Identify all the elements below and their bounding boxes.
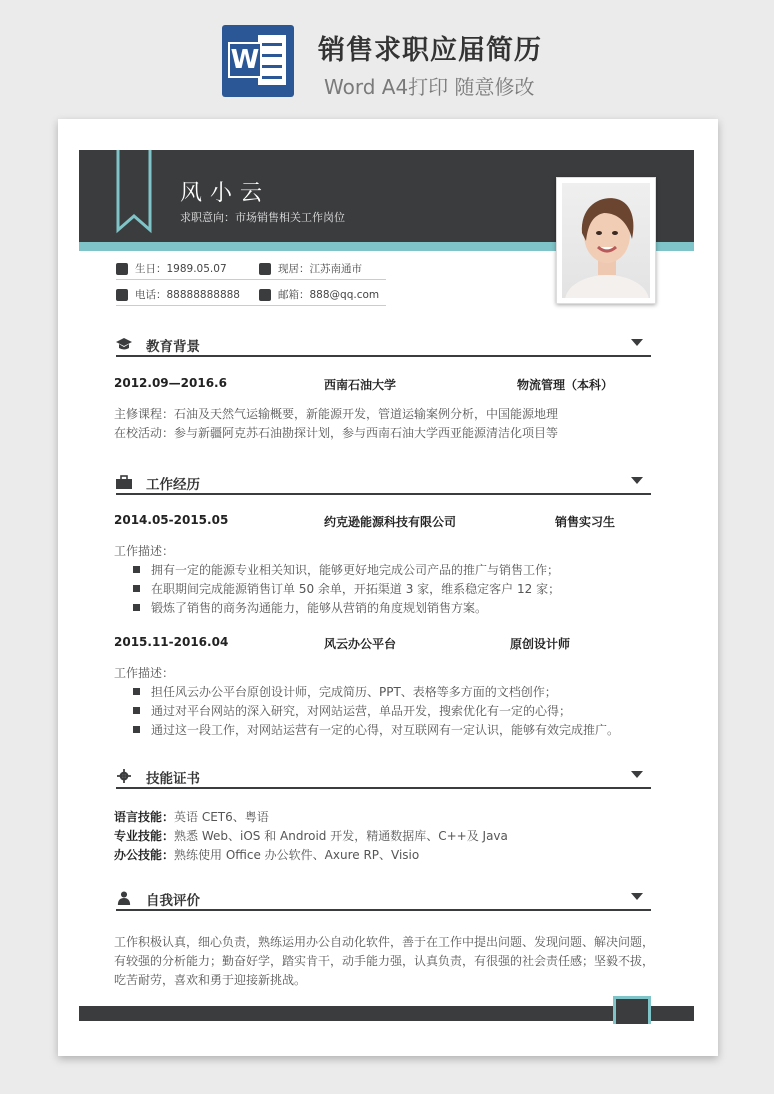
list-item: 通过这一段工作，对网站运营有一定的心得，对互联网有一定认识，能够有效完成推广。 [133,721,619,738]
phone-info [116,287,240,302]
job-company: 风云办公平台 [324,637,397,651]
job-role: 销售实习生 [555,515,616,529]
skill-professional: 专业技能：熟悉 Web、iOS 和 Android 开发，精通数据库、C++及 Java [114,829,508,843]
section-title: 教育背景 [146,339,200,355]
word-logo-letter: W [228,42,262,78]
birth-info [116,261,227,276]
skill-language: 语言技能：英语 CET6、粤语 [114,810,269,824]
edu-activities: 在校活动：参与新疆阿克苏石油勘探计划，参与西南石油大学西亚能源清洁化项目等 [114,426,559,440]
section-title: 技能证书 [146,771,200,787]
list-item: 担任风云办公平台原创设计师，完成简历、PPT、表格等多方面的文档创作； [133,683,557,700]
section-skills [116,767,651,789]
word-icon [222,25,294,97]
profile-photo [556,177,656,304]
edu-major: 物流管理（本科） [517,378,614,392]
list-item: 通过对平台网站的深入研究，对网站运营，单品开发，搜索优化有一定的心得； [133,702,571,719]
bookmark-ribbon-icon [116,150,152,235]
self-eval-line: 有较强的分析能力；勤奋好学，踏实肯干，动手能力强，认真负责，有很强的社会责任感；坚毅不拔， [114,954,655,968]
footer-accent-box [613,996,651,1024]
banner-subtitle: Word A4打印 随意修改 [324,75,535,99]
edu-period: 2012.09—2016.6 [114,376,227,390]
resume-page [58,119,718,1056]
job-period: 2014.05-2015.05 [114,513,229,527]
residence-text: 现居：江苏南通市 [278,263,362,275]
resume-footer-bar [79,1006,694,1021]
job-period: 2015.11-2016.04 [114,635,229,649]
section-education [116,335,651,357]
chevron-down-icon [631,771,643,778]
residence-info [259,261,362,276]
phone-icon [116,289,128,301]
briefcase-icon [259,263,271,275]
job-desc-label: 工作描述： [114,666,175,680]
chevron-down-icon [631,477,643,484]
mail-icon [259,289,271,301]
skill-office: 办公技能：熟练使用 Office 办公软件、Axure RP、Visio [114,848,420,862]
self-eval-line: 工作积极认真，细心负责，熟练运用办公自动化软件，善于在工作中提出问题、发现问题、解决问题， [114,935,655,949]
job-desc-label: 工作描述： [114,544,175,558]
section-title: 工作经历 [146,477,200,493]
edu-school: 西南石油大学 [324,378,397,392]
candidate-name: 风小云 [180,181,271,206]
chevron-down-icon [631,893,643,900]
job-intent: 求职意向：市场销售相关工作岗位 [180,211,345,224]
list-item: 拥有一定的能源专业相关知识，能够更好地完成公司产品的推广与销售工作； [133,561,559,578]
info-divider [116,305,386,306]
section-title: 自我评价 [146,893,200,909]
promo-banner [0,0,774,112]
email-info [259,287,379,302]
job-role: 原创设计师 [510,637,571,651]
section-work [116,473,651,495]
banner-title: 销售求职应届简历 [318,35,542,66]
chevron-down-icon [631,339,643,346]
self-eval-line: 吃苦耐劳，喜欢和勇于迎接新挑战。 [114,973,307,987]
section-self-eval [116,889,651,911]
list-item: 锻炼了销售的商务沟通能力，能够从营销的角度规划销售方案。 [133,599,487,616]
briefcase-icon [116,475,132,489]
phone-text: 电话：88888888888 [135,289,240,301]
info-divider [116,279,386,280]
job-company: 约克逊能源科技有限公司 [324,515,457,529]
birth-text: 生日：1989.05.07 [135,263,227,275]
user-icon [116,891,132,905]
email-text: 邮箱：888@qq.com [278,289,380,301]
list-item: 在职期间完成能源销售订单 50 余单，开拓渠道 3 家，维系稳定客户 12 家； [133,580,560,597]
edu-courses: 主修课程：石油及天然气运输概要，新能源开发，管道运输案例分析，中国能源地理 [114,407,559,421]
id-card-icon [116,263,128,275]
graduation-cap-icon [116,337,132,351]
gear-icon [116,769,132,783]
